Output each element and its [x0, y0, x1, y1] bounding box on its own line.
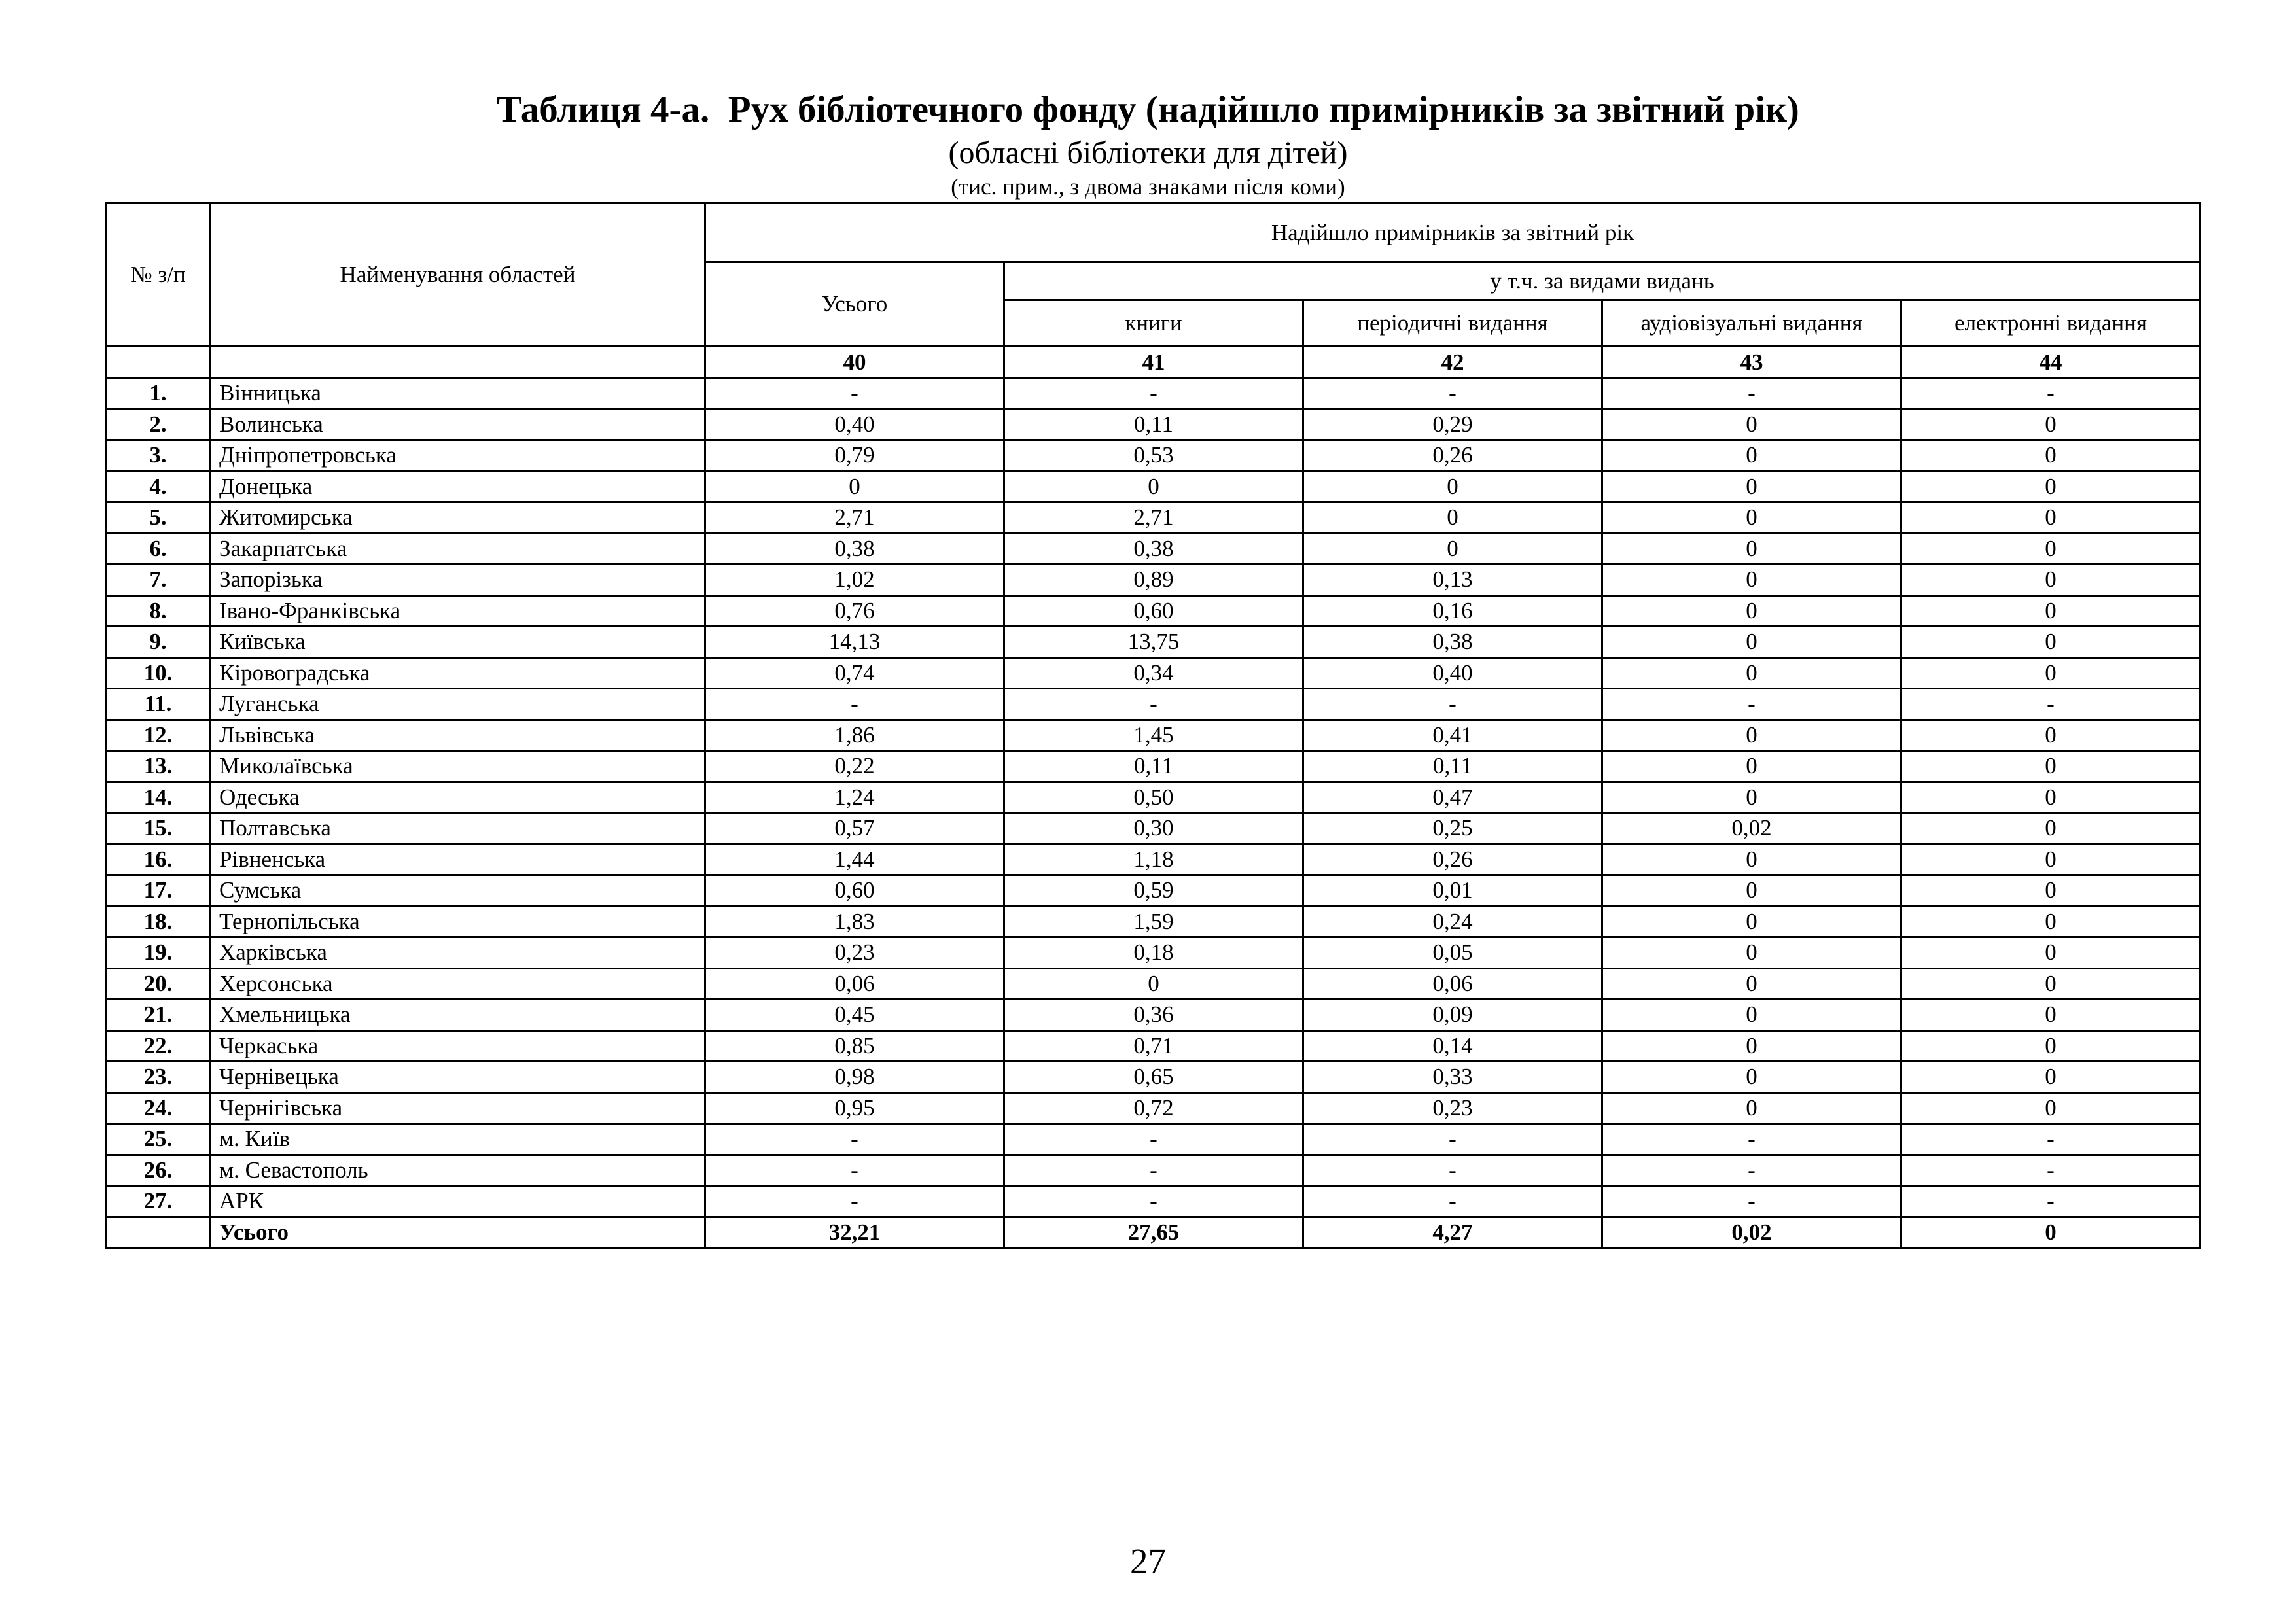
library-fund-table	[105, 202, 2201, 1249]
row-number: 8.	[106, 595, 211, 627]
audiovisual-cell: -	[1602, 689, 1901, 720]
electronic-cell: 0	[1901, 409, 2200, 440]
table-row	[106, 378, 2200, 410]
books-cell: 2,71	[1004, 502, 1303, 534]
row-number: 6.	[106, 533, 211, 565]
total-cell: 0,38	[705, 533, 1004, 565]
table-row	[106, 657, 2200, 689]
audiovisual-cell: 0	[1602, 968, 1901, 1000]
total-cell: 0,98	[705, 1062, 1004, 1093]
books-cell: 0,11	[1004, 409, 1303, 440]
periodicals-cell: 0	[1303, 502, 1602, 534]
electronic-cell: 0	[1901, 502, 2200, 534]
table-row	[106, 1155, 2200, 1186]
total-row	[106, 1217, 2200, 1248]
row-number: 10.	[106, 657, 211, 689]
periodicals-cell: 0,25	[1303, 813, 1602, 845]
total-cell: -	[705, 1124, 1004, 1155]
books-cell: 0,11	[1004, 751, 1303, 782]
electronic-cell: 0	[1901, 1062, 2200, 1093]
header-electronic: електронні видання	[1901, 300, 2200, 347]
header-code-blank	[211, 347, 705, 378]
electronic-cell: -	[1901, 378, 2200, 410]
audiovisual-cell: 0	[1602, 1092, 1901, 1124]
header-region-name: Найменування областей	[211, 203, 705, 347]
total-cell: 1,86	[705, 720, 1004, 751]
periodicals-cell: 0,33	[1303, 1062, 1602, 1093]
page-title: Таблиця 4-а. Рух бібліотечного фонду (надійшло примірників за звітний рік)	[497, 89, 1799, 130]
region-name: Черкаська	[211, 1030, 705, 1062]
audiovisual-cell: 0	[1602, 533, 1901, 565]
books-cell: -	[1004, 689, 1303, 720]
electronic-cell: 0	[1901, 751, 2200, 782]
electronic-cell: -	[1901, 1124, 2200, 1155]
table-row	[106, 1092, 2200, 1124]
audiovisual-cell: 0	[1602, 1000, 1901, 1031]
table-row	[106, 751, 2200, 782]
table-row	[106, 813, 2200, 845]
electronic-cell: 0	[1901, 813, 2200, 845]
region-name: Дніпропетровська	[211, 440, 705, 472]
region-name: Рівненська	[211, 844, 705, 875]
total-cell: 0,45	[705, 1000, 1004, 1031]
electronic-cell: 0	[1901, 906, 2200, 937]
audiovisual-cell: -	[1602, 1124, 1901, 1155]
table-row	[106, 595, 2200, 627]
region-name: Хмельницька	[211, 1000, 705, 1031]
electronic-cell: 0	[1901, 1217, 2200, 1248]
periodicals-cell: 0,47	[1303, 782, 1602, 813]
audiovisual-cell: 0	[1602, 720, 1901, 751]
table-row	[106, 1062, 2200, 1093]
electronic-cell: 0	[1901, 471, 2200, 502]
region-name: Тернопільська	[211, 906, 705, 937]
total-cell: 1,44	[705, 844, 1004, 875]
header-subgroup: у т.ч. за видами видань	[1004, 262, 2200, 300]
audiovisual-cell: 0	[1602, 657, 1901, 689]
books-cell: 0,89	[1004, 565, 1303, 596]
total-cell: 0,06	[705, 968, 1004, 1000]
periodicals-cell: 0,40	[1303, 657, 1602, 689]
table-body	[106, 378, 2200, 1248]
audiovisual-cell: 0	[1602, 502, 1901, 534]
audiovisual-cell: 0	[1602, 471, 1901, 502]
region-name: Житомирська	[211, 502, 705, 534]
periodicals-cell: -	[1303, 1155, 1602, 1186]
row-number: 16.	[106, 844, 211, 875]
audiovisual-cell: -	[1602, 1155, 1901, 1186]
books-cell: -	[1004, 378, 1303, 410]
books-cell: 27,65	[1004, 1217, 1303, 1248]
total-cell: -	[705, 378, 1004, 410]
region-name: Вінницька	[211, 378, 705, 410]
total-cell: 1,83	[705, 906, 1004, 937]
header-periodicals: періодичні видання	[1303, 300, 1602, 347]
audiovisual-cell: 0	[1602, 751, 1901, 782]
table-row	[106, 627, 2200, 658]
electronic-cell: 0	[1901, 720, 2200, 751]
periodicals-cell: 0,41	[1303, 720, 1602, 751]
books-cell: 0,36	[1004, 1000, 1303, 1031]
row-number: 4.	[106, 471, 211, 502]
books-cell: 0,72	[1004, 1092, 1303, 1124]
total-cell: -	[705, 1186, 1004, 1217]
row-number	[106, 1217, 211, 1248]
books-cell: 0	[1004, 968, 1303, 1000]
table-row	[106, 937, 2200, 969]
books-cell: 1,45	[1004, 720, 1303, 751]
books-cell: -	[1004, 1155, 1303, 1186]
audiovisual-cell: 0,02	[1602, 813, 1901, 845]
region-name: Херсонська	[211, 968, 705, 1000]
region-name: Луганська	[211, 689, 705, 720]
audiovisual-cell: 0	[1602, 409, 1901, 440]
total-cell: 0,40	[705, 409, 1004, 440]
table-row	[106, 875, 2200, 907]
table-row	[106, 533, 2200, 565]
header-audiovisual: аудіовізуальні видання	[1602, 300, 1901, 347]
total-cell: 0,60	[705, 875, 1004, 907]
books-cell: 0,59	[1004, 875, 1303, 907]
periodicals-cell: -	[1303, 1186, 1602, 1217]
periodicals-cell: 0,09	[1303, 1000, 1602, 1031]
row-number: 24.	[106, 1092, 211, 1124]
row-number: 14.	[106, 782, 211, 813]
row-number: 2.	[106, 409, 211, 440]
electronic-cell: 0	[1901, 565, 2200, 596]
periodicals-cell: 0,05	[1303, 937, 1602, 969]
periodicals-cell: 0,13	[1303, 565, 1602, 596]
row-number: 15.	[106, 813, 211, 845]
row-number: 7.	[106, 565, 211, 596]
periodicals-cell: -	[1303, 378, 1602, 410]
region-name: Одеська	[211, 782, 705, 813]
row-number: 26.	[106, 1155, 211, 1186]
region-name: Київська	[211, 627, 705, 658]
electronic-cell: 0	[1901, 595, 2200, 627]
total-cell: -	[705, 1155, 1004, 1186]
region-name: м. Київ	[211, 1124, 705, 1155]
audiovisual-cell: 0	[1602, 875, 1901, 907]
header-code-40: 40	[705, 347, 1004, 378]
books-cell: 13,75	[1004, 627, 1303, 658]
electronic-cell: 0	[1901, 1030, 2200, 1062]
table-header	[106, 203, 2200, 378]
books-cell: 0,60	[1004, 595, 1303, 627]
audiovisual-cell: 0	[1602, 565, 1901, 596]
electronic-cell: 0	[1901, 533, 2200, 565]
total-cell: 14,13	[705, 627, 1004, 658]
total-cell: 1,02	[705, 565, 1004, 596]
books-cell: 0,71	[1004, 1030, 1303, 1062]
audiovisual-cell: 0	[1602, 1062, 1901, 1093]
region-name: Усього	[211, 1217, 705, 1248]
periodicals-cell: 4,27	[1303, 1217, 1602, 1248]
periodicals-cell: 0,16	[1303, 595, 1602, 627]
total-cell: 0,76	[705, 595, 1004, 627]
table-row	[106, 409, 2200, 440]
region-name: Кіровоградська	[211, 657, 705, 689]
page-subtitle: (обласні бібліотеки для дітей)	[948, 135, 1348, 170]
total-cell: 0	[705, 471, 1004, 502]
electronic-cell: 0	[1901, 1092, 2200, 1124]
electronic-cell: 0	[1901, 657, 2200, 689]
table-row	[106, 906, 2200, 937]
total-cell: 1,24	[705, 782, 1004, 813]
row-number: 22.	[106, 1030, 211, 1062]
row-number: 25.	[106, 1124, 211, 1155]
electronic-cell: 0	[1901, 968, 2200, 1000]
audiovisual-cell: 0	[1602, 906, 1901, 937]
table-row	[106, 968, 2200, 1000]
table-row	[106, 440, 2200, 472]
electronic-cell: 0	[1901, 1000, 2200, 1031]
row-number: 11.	[106, 689, 211, 720]
periodicals-cell: 0	[1303, 533, 1602, 565]
audiovisual-cell: 0	[1602, 627, 1901, 658]
periodicals-cell: 0	[1303, 471, 1602, 502]
audiovisual-cell: 0	[1602, 595, 1901, 627]
books-cell: 0,65	[1004, 1062, 1303, 1093]
electronic-cell: 0	[1901, 627, 2200, 658]
periodicals-cell: 0,01	[1303, 875, 1602, 907]
total-cell: 0,85	[705, 1030, 1004, 1062]
books-cell: 0,34	[1004, 657, 1303, 689]
header-code-43: 43	[1602, 347, 1901, 378]
electronic-cell: 0	[1901, 440, 2200, 472]
table-row	[106, 565, 2200, 596]
electronic-cell: 0	[1901, 875, 2200, 907]
table-row	[106, 720, 2200, 751]
audiovisual-cell: -	[1602, 378, 1901, 410]
region-name: Волинська	[211, 409, 705, 440]
books-cell: -	[1004, 1124, 1303, 1155]
audiovisual-cell: 0	[1602, 937, 1901, 969]
books-cell: 0,38	[1004, 533, 1303, 565]
row-number: 27.	[106, 1186, 211, 1217]
region-name: Закарпатська	[211, 533, 705, 565]
table-row	[106, 1000, 2200, 1031]
books-cell: 1,59	[1004, 906, 1303, 937]
row-number: 13.	[106, 751, 211, 782]
books-cell: 0	[1004, 471, 1303, 502]
total-cell: 2,71	[705, 502, 1004, 534]
books-cell: 0,50	[1004, 782, 1303, 813]
row-number: 9.	[106, 627, 211, 658]
row-number: 20.	[106, 968, 211, 1000]
periodicals-cell: 0,38	[1303, 627, 1602, 658]
total-cell: 32,21	[705, 1217, 1004, 1248]
total-cell: -	[705, 689, 1004, 720]
row-number: 23.	[106, 1062, 211, 1093]
books-cell: -	[1004, 1186, 1303, 1217]
electronic-cell: -	[1901, 1155, 2200, 1186]
table-row	[106, 502, 2200, 534]
region-name: Харківська	[211, 937, 705, 969]
row-number: 21.	[106, 1000, 211, 1031]
periodicals-cell: -	[1303, 689, 1602, 720]
row-number: 12.	[106, 720, 211, 751]
header-num: № з/п	[106, 203, 211, 347]
total-cell: 0,74	[705, 657, 1004, 689]
books-cell: 0,18	[1004, 937, 1303, 969]
total-cell: 0,79	[705, 440, 1004, 472]
units-note: (тис. прим., з двома знаками після коми)	[951, 174, 1345, 200]
total-cell: 0,57	[705, 813, 1004, 845]
audiovisual-cell: 0	[1602, 440, 1901, 472]
total-cell: 0,95	[705, 1092, 1004, 1124]
page-number: 27	[1130, 1541, 1166, 1581]
periodicals-cell: 0,26	[1303, 440, 1602, 472]
row-number: 5.	[106, 502, 211, 534]
header-code-42: 42	[1303, 347, 1602, 378]
region-name: Миколаївська	[211, 751, 705, 782]
audiovisual-cell: -	[1602, 1186, 1901, 1217]
table-row	[106, 1186, 2200, 1217]
audiovisual-cell: 0,02	[1602, 1217, 1901, 1248]
periodicals-cell: 0,24	[1303, 906, 1602, 937]
table-row	[106, 1030, 2200, 1062]
row-number: 3.	[106, 440, 211, 472]
audiovisual-cell: 0	[1602, 782, 1901, 813]
periodicals-cell: 0,29	[1303, 409, 1602, 440]
table-row	[106, 689, 2200, 720]
total-cell: 0,22	[705, 751, 1004, 782]
table-row	[106, 844, 2200, 875]
electronic-cell: 0	[1901, 782, 2200, 813]
region-name: АРК	[211, 1186, 705, 1217]
header-code-blank	[106, 347, 211, 378]
books-cell: 1,18	[1004, 844, 1303, 875]
periodicals-cell: 0,14	[1303, 1030, 1602, 1062]
header-books: книги	[1004, 300, 1303, 347]
electronic-cell: -	[1901, 1186, 2200, 1217]
books-cell: 0,53	[1004, 440, 1303, 472]
periodicals-cell: 0,11	[1303, 751, 1602, 782]
row-number: 1.	[106, 378, 211, 410]
periodicals-cell: 0,26	[1303, 844, 1602, 875]
region-name: Чернігівська	[211, 1092, 705, 1124]
electronic-cell: -	[1901, 689, 2200, 720]
header-total: Усього	[705, 262, 1004, 347]
table-row	[106, 1124, 2200, 1155]
row-number: 19.	[106, 937, 211, 969]
region-name: Донецька	[211, 471, 705, 502]
region-name: Чернівецька	[211, 1062, 705, 1093]
region-name: Івано-Франківська	[211, 595, 705, 627]
periodicals-cell: -	[1303, 1124, 1602, 1155]
region-name: м. Севастополь	[211, 1155, 705, 1186]
region-name: Запорізька	[211, 565, 705, 596]
region-name: Сумська	[211, 875, 705, 907]
periodicals-cell: 0,06	[1303, 968, 1602, 1000]
audiovisual-cell: 0	[1602, 844, 1901, 875]
region-name: Полтавська	[211, 813, 705, 845]
electronic-cell: 0	[1901, 937, 2200, 969]
table-row	[106, 471, 2200, 502]
periodicals-cell: 0,23	[1303, 1092, 1602, 1124]
audiovisual-cell: 0	[1602, 1030, 1901, 1062]
header-code-41: 41	[1004, 347, 1303, 378]
table-row	[106, 782, 2200, 813]
header-code-44: 44	[1901, 347, 2200, 378]
row-number: 17.	[106, 875, 211, 907]
books-cell: 0,30	[1004, 813, 1303, 845]
electronic-cell: 0	[1901, 844, 2200, 875]
row-number: 18.	[106, 906, 211, 937]
header-received-group: Надійшло примірників за звітний рік	[705, 203, 2200, 262]
total-cell: 0,23	[705, 937, 1004, 969]
region-name: Львівська	[211, 720, 705, 751]
